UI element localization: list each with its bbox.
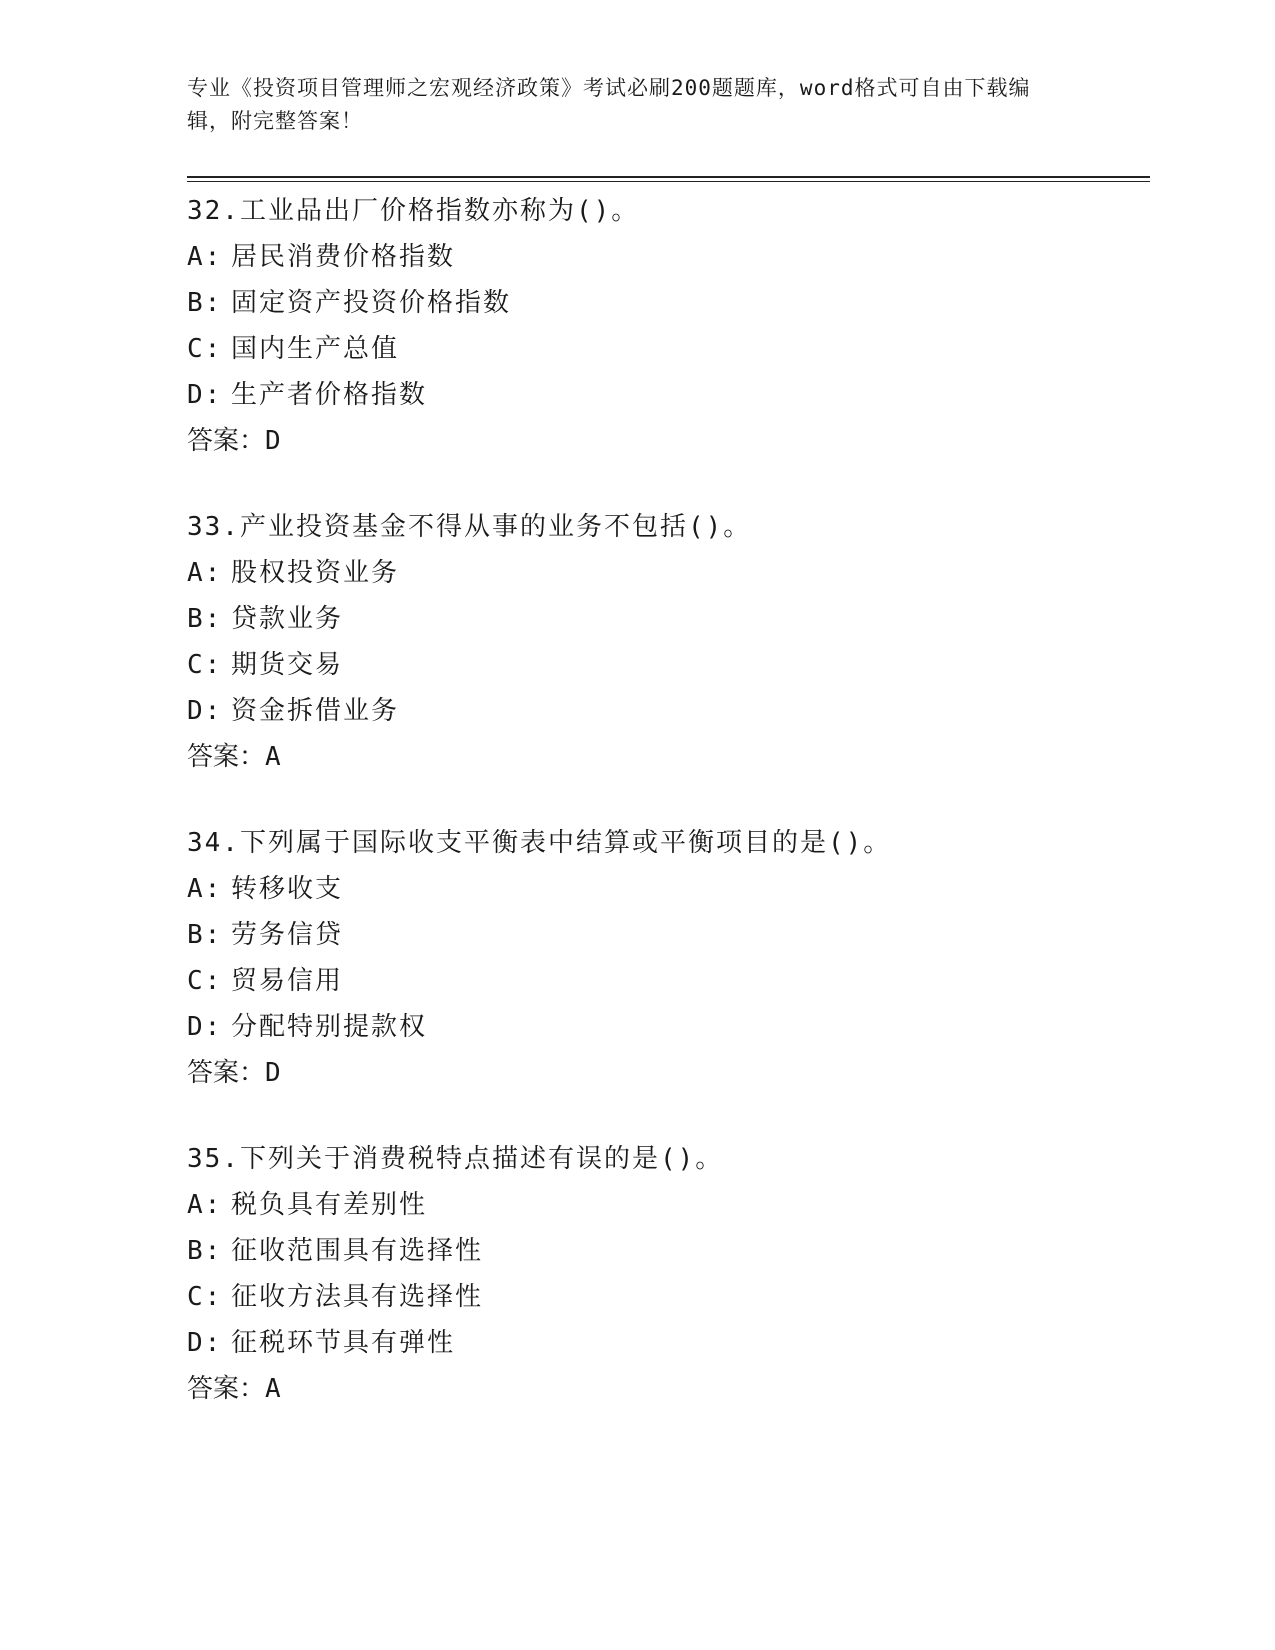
option-key: C: [187, 966, 223, 996]
answer-line: 答案：A [187, 742, 281, 772]
option-b [187, 1228, 1150, 1274]
option-key: D: [187, 1328, 223, 1358]
option-a [187, 866, 1150, 912]
option-key: A: [187, 1190, 223, 1220]
option-text: 贸易信用 [231, 966, 344, 996]
answer-line: 答案：D [187, 426, 281, 456]
option-key: A: [187, 874, 223, 904]
option-b [187, 280, 1150, 326]
question-item [187, 1136, 1150, 1412]
question-item [187, 188, 1150, 464]
option-text: 分配特别提款权 [231, 1012, 428, 1042]
option-a [187, 550, 1150, 596]
option-text: 生产者价格指数 [231, 380, 428, 410]
question-item [187, 820, 1150, 1096]
question-stem: 32.工业品出厂价格指数亦称为()。 [187, 196, 640, 226]
option-text: 征收方法具有选择性 [231, 1282, 484, 1312]
option-text: 期货交易 [231, 650, 344, 680]
option-d [187, 688, 1150, 734]
option-c [187, 642, 1150, 688]
option-key: C: [187, 334, 223, 364]
option-text: 国内生产总值 [231, 334, 400, 364]
option-b [187, 596, 1150, 642]
option-d [187, 1004, 1150, 1050]
document-header: 专业《投资项目管理师之宏观经济政策》考试必刷200题题库，word格式可自由下载编辑，附完整答案！ [187, 76, 1031, 133]
header-rule-thin [187, 181, 1150, 182]
option-text: 资金拆借业务 [231, 696, 400, 726]
question-stem: 33.产业投资基金不得从事的业务不包括()。 [187, 512, 752, 542]
option-text: 税负具有差别性 [231, 1190, 428, 1220]
option-key: C: [187, 650, 223, 680]
option-key: B: [187, 920, 223, 950]
option-c [187, 326, 1150, 372]
option-key: A: [187, 242, 223, 272]
option-key: A: [187, 558, 223, 588]
option-a [187, 1182, 1150, 1228]
option-key: D: [187, 696, 223, 726]
option-a [187, 234, 1150, 280]
option-key: B: [187, 1236, 223, 1266]
option-text: 转移收支 [231, 874, 344, 904]
option-key: D: [187, 1012, 223, 1042]
answer-line: 答案：A [187, 1374, 281, 1404]
option-text: 征收范围具有选择性 [231, 1236, 484, 1266]
option-text: 固定资产投资价格指数 [231, 288, 512, 318]
question-stem: 35.下列关于消费税特点描述有误的是()。 [187, 1144, 724, 1174]
question-stem: 34.下列属于国际收支平衡表中结算或平衡项目的是()。 [187, 828, 892, 858]
option-text: 贷款业务 [231, 604, 344, 634]
option-key: B: [187, 604, 223, 634]
option-key: B: [187, 288, 223, 318]
option-text: 股权投资业务 [231, 558, 400, 588]
header-rule-thick [187, 176, 1150, 178]
option-text: 劳务信贷 [231, 920, 344, 950]
option-key: C: [187, 1282, 223, 1312]
option-key: D: [187, 380, 223, 410]
option-d [187, 1320, 1150, 1366]
option-text: 居民消费价格指数 [231, 242, 456, 272]
question-list [187, 188, 1150, 1452]
option-c [187, 1274, 1150, 1320]
option-c [187, 958, 1150, 1004]
option-b [187, 912, 1150, 958]
answer-line: 答案：D [187, 1058, 281, 1088]
question-item [187, 504, 1150, 780]
option-d [187, 372, 1150, 418]
option-text: 征税环节具有弹性 [231, 1328, 456, 1358]
